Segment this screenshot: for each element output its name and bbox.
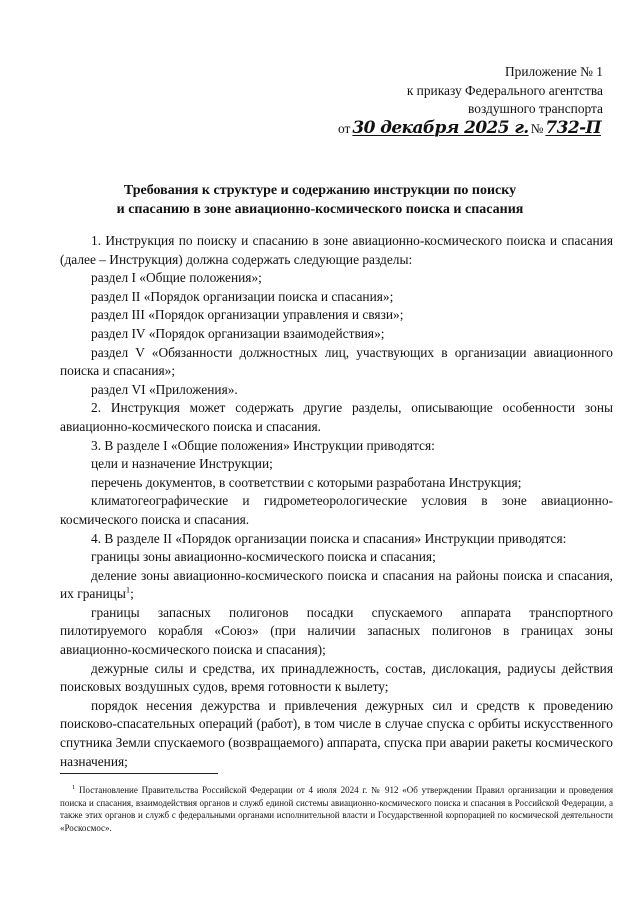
paragraph-1: 1. Инструкция по поиску и спасанию в зоне авиационно-космического поиска и спасания (далее – Инструкция) должна содержать следующие разделы:: [60, 233, 613, 267]
document-title: [60, 181, 580, 219]
annex-header: [337, 63, 603, 138]
paragraph-3-item-c: климатогеографические и гидрометеорологические условия в зоне авиационно-космического поиска и спасания.: [60, 493, 613, 527]
footnote-text: Постановление Правительства Российской Федерации от 4 июля 2024 г. № 912 «Об утверждении Правил организации и проведения поиска и спасания, взаимодействия органов и служб единой системы авиационно-космического поиска и спасания в Российской Федерации, а также этих органов и служб с федеральными органами исполнительной власти и Государственной корпорацией по космической деятельности «Роскосмос».: [60, 785, 613, 833]
number-prefix: №: [530, 120, 544, 136]
paragraph-4-item-b: [60, 567, 613, 604]
paragraph-3: 3. В разделе I «Общие положения» Инструкции приводятся:: [91, 437, 435, 453]
date-prefix: от: [337, 120, 351, 136]
paragraph-4-item-b-end: ;: [130, 586, 134, 602]
handwritten-number: 732-П: [545, 117, 601, 138]
section-item-6: раздел VI «Приложения».: [91, 381, 238, 397]
section-item-2: раздел II «Порядок организации поиска и спасания»;: [91, 288, 394, 304]
paragraph-4-item-b-text: деление зоны авиационно-космического поиска и спасания на районы поиска и спасания, их границы: [60, 567, 613, 602]
footnote-reference: 1: [125, 584, 131, 595]
paragraph-3-item-a: цели и назначение Инструкции;: [91, 456, 273, 472]
paragraph-4: 4. В разделе II «Порядок организации поиска и спасания» Инструкции приводятся:: [91, 530, 567, 546]
title-line-2: и спасанию в зоне авиационно-космического поиска и спасания: [116, 202, 524, 217]
paragraph-4-item-c: границы запасных полигонов посадки спускаемого аппарата транспортного пилотируемого корабля «Союз» (при наличии запасных полигонов в границах зоны авиационно-космического поиска и спасания);: [60, 604, 613, 658]
section-item-3: раздел III «Порядок организации управления и связи»;: [91, 307, 404, 323]
annex-title: Приложение № 1: [504, 64, 603, 79]
paragraph-4-item-d: дежурные силы и средства, их принадлежность, состав, дислокация, радиусы действия поисковых воздушных судов, время готовности к вылету;: [60, 660, 613, 695]
annex-order-line: к приказу Федерального агентства: [406, 82, 603, 98]
document-body: [60, 232, 613, 771]
title-line-1: Требования к структуре и содержанию инструкции по поиску: [123, 183, 517, 198]
paragraph-2: 2. Инструкция может содержать другие разделы, описывающие особенности зоны авиационно-космического поиска и спасания.: [60, 400, 613, 434]
footnote: [60, 784, 613, 834]
footnote-separator: [60, 773, 218, 774]
section-item-4: раздел IV «Порядок организации взаимодействия»;: [91, 325, 385, 341]
section-item-1: раздел I «Общие положения»;: [91, 270, 262, 286]
handwritten-date: 30 декабря 2025 г.: [352, 117, 529, 138]
paragraph-4-item-e: порядок несения дежурства и привлечения дежурных сил и средств к проведению поисково-спасательных операций (работ), в том числе в случае спуска с орбиты искусственного спутника Земли спускаемого (возвращаемого) аппарата, спуска при аварии ракеты космического назначения;: [60, 697, 613, 769]
paragraph-4-item-a: границы зоны авиационно-космического поиска и спасания;: [91, 549, 436, 565]
annex-agency-line: воздушного транспорта: [468, 101, 603, 116]
footnote-mark: 1: [72, 784, 76, 791]
paragraph-3-item-b: перечень документов, в соответствии с которыми разработана Инструкция;: [91, 474, 522, 490]
section-item-5: раздел V «Обязанности должностных лиц, участвующих в организации авиационного поиска и спасания»;: [60, 344, 613, 379]
annex-date-number-line: [337, 117, 603, 139]
